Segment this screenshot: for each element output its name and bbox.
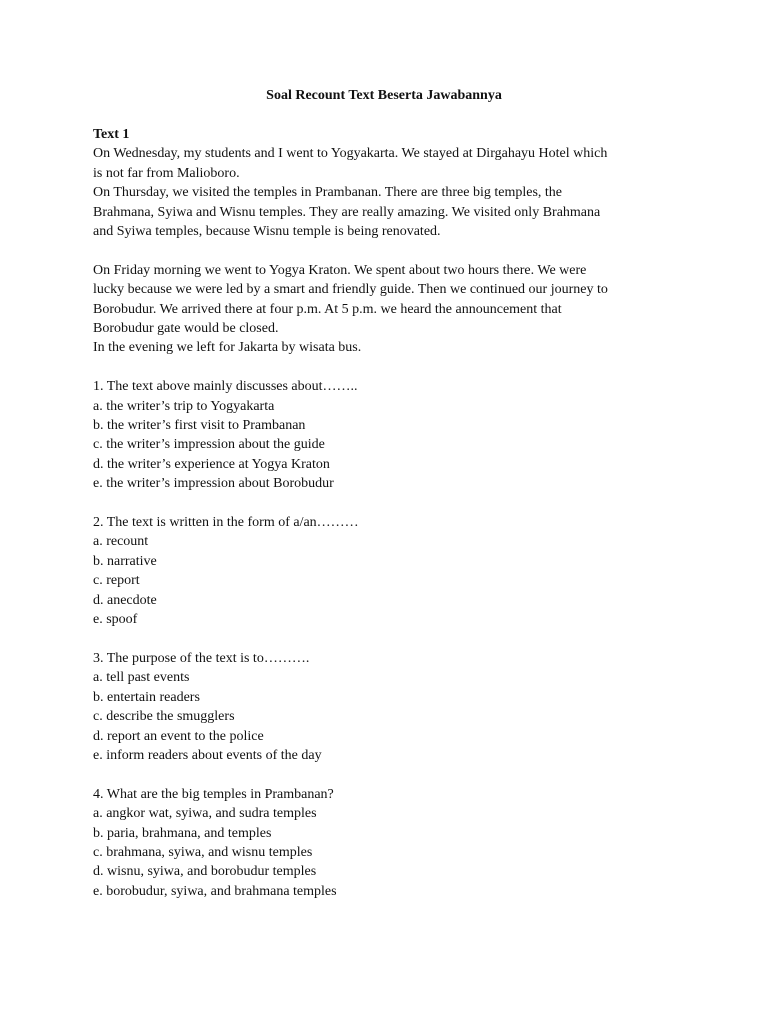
passage-line: On Thursday, we visited the temples in Prambanan. There are three big temples, the <box>93 185 562 201</box>
answer-option: e. spoof <box>93 612 138 628</box>
question-2 <box>93 513 683 629</box>
answer-option: a. tell past events <box>93 670 190 686</box>
spacer <box>93 765 683 784</box>
answer-option: b. the writer’s first visit to Prambanan <box>93 418 306 434</box>
answer-option: b. entertain readers <box>93 689 200 705</box>
answer-option: d. wisnu, syiwa, and borobudur temples <box>93 864 317 880</box>
answer-option: a. recount <box>93 534 149 550</box>
question-1 <box>93 377 683 493</box>
answer-option: d. the writer’s experience at Yogya Kraton <box>93 456 330 472</box>
passage-line: Borobudur gate would be closed. <box>93 321 279 337</box>
document-body <box>93 125 683 901</box>
passage-line: lucky because we were led by a smart and friendly guide. Then we continued our journey to <box>93 282 608 298</box>
answer-option: a. angkor wat, syiwa, and sudra temples <box>93 806 317 822</box>
passage-line: is not far from Malioboro. <box>93 165 240 181</box>
passage-paragraph-1 <box>93 144 683 241</box>
spacer <box>93 630 683 649</box>
answer-option: c. the writer’s impression about the guide <box>93 437 325 453</box>
question-4 <box>93 785 683 901</box>
page-title: Soal Recount Text Beserta Jawabannya <box>266 88 502 103</box>
section-title: Text 1 <box>93 127 130 142</box>
answer-option: b. narrative <box>93 553 157 569</box>
answer-option: e. borobudur, syiwa, and brahmana temples <box>93 883 337 899</box>
question-stem: 1. The text above mainly discusses about…….. <box>93 379 358 395</box>
answer-option: e. the writer’s impression about Borobudur <box>93 476 334 492</box>
answer-option: b. paria, brahmana, and temples <box>93 825 272 841</box>
passage-line: Borobudur. We arrived there at four p.m. At 5 p.m. we heard the announcement that <box>93 301 562 317</box>
passage-paragraph-2 <box>93 261 683 358</box>
passage-line: On Friday morning we went to Yogya Kraton. We spent about two hours there. We were <box>93 262 587 278</box>
question-3 <box>93 649 683 765</box>
spacer <box>93 358 683 377</box>
answer-option: d. anecdote <box>93 592 157 608</box>
answer-option: c. brahmana, syiwa, and wisnu temples <box>93 844 313 860</box>
passage-line: In the evening we left for Jakarta by wisata bus. <box>93 340 362 356</box>
passage-line: On Wednesday, my students and I went to Yogyakarta. We stayed at Dirgahayu Hotel which <box>93 146 608 162</box>
question-stem: 4. What are the big temples in Prambanan? <box>93 786 334 802</box>
answer-option: c. report <box>93 573 140 589</box>
spacer <box>93 494 683 513</box>
question-stem: 3. The purpose of the text is to………. <box>93 650 310 666</box>
answer-option: e. inform readers about events of the day <box>93 747 322 763</box>
answer-option: c. describe the smugglers <box>93 709 235 725</box>
answer-option: d. report an event to the police <box>93 728 264 744</box>
spacer <box>93 241 683 260</box>
question-stem: 2. The text is written in the form of a/an……… <box>93 515 359 531</box>
answer-option: a. the writer’s trip to Yogyakarta <box>93 398 275 414</box>
passage-line: Brahmana, Syiwa and Wisnu temples. They are really amazing. We visited only Brahmana <box>93 204 601 220</box>
passage-line: and Syiwa temples, because Wisnu temple is being renovated. <box>93 224 441 240</box>
